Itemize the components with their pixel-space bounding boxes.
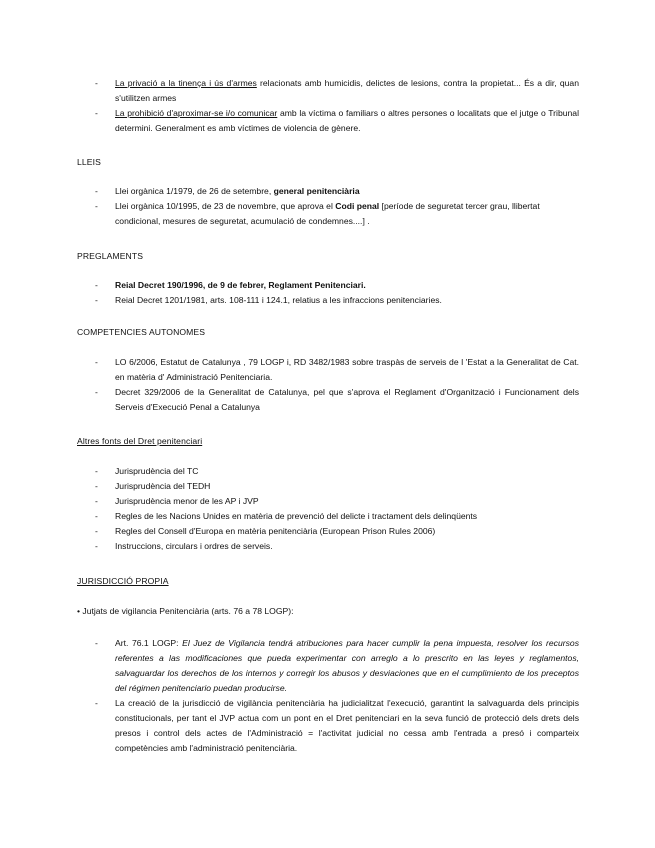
prohibicio-link-text: La prohibició d'aproximar-se i/o comunicar	[115, 108, 278, 118]
list-item-text: Jurisprudència del TEDH	[115, 481, 211, 491]
list-item	[95, 184, 579, 199]
list-dash: -	[95, 78, 98, 88]
list-item	[95, 494, 579, 509]
preglaments-list	[95, 278, 579, 308]
list-dash: -	[95, 280, 98, 290]
list-item-text: Jurisprudència del TC	[115, 466, 199, 476]
list-item-text: Llei orgànica 10/1995, de 23 de novembre, que aprova el	[115, 201, 336, 211]
list-dash: -	[95, 496, 98, 506]
list-item-text: Llei orgànica 1/1979, de 26 de setembre,	[115, 186, 274, 196]
list-item-text: Decret 329/2006 de la Generalitat de Catalunya, pel que s'aprova el Reglament d'Organització i Funcionament dels Serveis d'Execució Penal a Catalunya	[115, 387, 579, 412]
list-item	[95, 539, 579, 554]
jutjats-bullet-line: • Jutjats de vigilancia Penitenciària (arts. 76 a 78 LOGP):	[77, 606, 294, 616]
list-dash: -	[95, 108, 98, 118]
armes-link-text: La privació a la tinença i ús d'armes	[115, 78, 257, 88]
list-dash: -	[95, 295, 98, 305]
altres-fonts-heading: Altres fonts del Dret penitenciari	[77, 436, 203, 446]
list-item	[95, 696, 579, 756]
list-dash: -	[95, 201, 98, 211]
competencies-heading: COMPETENCIES AUTONOMES	[77, 327, 206, 337]
list-item-text: Regles del Consell d'Europa en matèria penitenciària (European Prison Rules 2006)	[115, 526, 436, 536]
competencies-list	[95, 355, 579, 415]
jurisdiccio-heading: JURISDICCIÓ PROPIA	[77, 576, 169, 586]
list-item-bold: general penitenciària	[273, 186, 360, 196]
lleis-list	[95, 184, 579, 229]
lleis-heading: LLEIS	[77, 157, 101, 167]
list-dash: -	[95, 466, 98, 476]
list-item	[95, 524, 579, 539]
list-item-text: Reial Decret 1201/1981, arts. 108-111 i 124.1, relatius a les infraccions penitenciaries.	[115, 295, 442, 305]
list-dash: -	[95, 186, 98, 196]
list-item-bold: Reial Decret 190/1996, de 9 de febrer, Reglament Penitenciari.	[115, 280, 366, 290]
jurisdiccio-list	[95, 636, 579, 756]
list-item-text: [període de seguretat tercer grau, llibertat condicional, mesures de seguretat, acumulació de condemnes....] .	[115, 201, 540, 226]
list-item-text: Jurisprudència menor de les AP i JVP	[115, 496, 259, 506]
list-dash: -	[95, 638, 98, 648]
list-item-bold: Codi penal	[335, 201, 380, 211]
list-item	[95, 76, 579, 106]
list-item	[95, 479, 579, 494]
list-item	[95, 199, 579, 229]
list-item	[95, 278, 579, 293]
art-prefix: Art. 76.1 LOGP:	[115, 638, 183, 648]
art-quote: El Juez de Vigilancia tendrá atribuciones para hacer cumplir la pena impuesta, resolver los recursos referentes a las modificaciones que pueda experimentar con arreglo a lo prescrito en las leyes y reglamentos, salvaguardar los derechos de los internos y corregir los abusos y desviaciones que en el cumplimiento de los preceptos del régimen penitenciario puedan producirse.	[115, 638, 579, 693]
list-dash: -	[95, 481, 98, 491]
list-item	[95, 509, 579, 524]
list-item	[95, 106, 579, 136]
intro-list	[95, 76, 579, 136]
list-item	[95, 385, 579, 415]
list-item	[95, 293, 579, 308]
list-dash: -	[95, 357, 98, 367]
list-dash: -	[95, 541, 98, 551]
altres-fonts-list	[95, 464, 579, 554]
list-dash: -	[95, 698, 98, 708]
list-item	[95, 355, 579, 385]
list-item-text: relacionats amb humicidis, delictes de lesions, contra la propietat... És a dir, quan s'utilitzen armes	[115, 78, 579, 103]
list-item-text: amb la víctima o familiars o altres persones o localitats que el jutge o Tribunal determini. Generalment es amb víctimes de violencia de gènere.	[115, 108, 579, 133]
list-dash: -	[95, 387, 98, 397]
list-dash: -	[95, 511, 98, 521]
list-item	[95, 636, 579, 696]
list-item-text: LO 6/2006, Estatut de Catalunya , 79 LOGP i, RD 3482/1983 sobre traspàs de serveis de l 'Estat a la Generalitat de Cat. en matèria d' Administració Penitenciaria.	[115, 357, 579, 382]
list-dash: -	[95, 526, 98, 536]
list-item-text: Regles de les Nacions Unides en matèria de prevenció del delicte i tractament dels delinqüents	[115, 511, 478, 521]
preglaments-heading: PREGLAMENTS	[77, 251, 144, 261]
list-item-text: Instruccions, circulars i ordres de serveis.	[115, 541, 273, 551]
list-item	[95, 464, 579, 479]
list-item-text: La creació de la jurisdicció de vigilància penitenciària ha judicialitzat l'execució, garantint la salvaguarda dels principis constitucionals, per tant el JVP actua com un pont en el Dret penitenciari en la seva funció de protecció dels drets dels presos i control dels actes de l'Administració = l'activitat judicial no cessa amb l'entrada a presó i comparteix competències amb l'administració penitenciària.	[115, 698, 579, 753]
